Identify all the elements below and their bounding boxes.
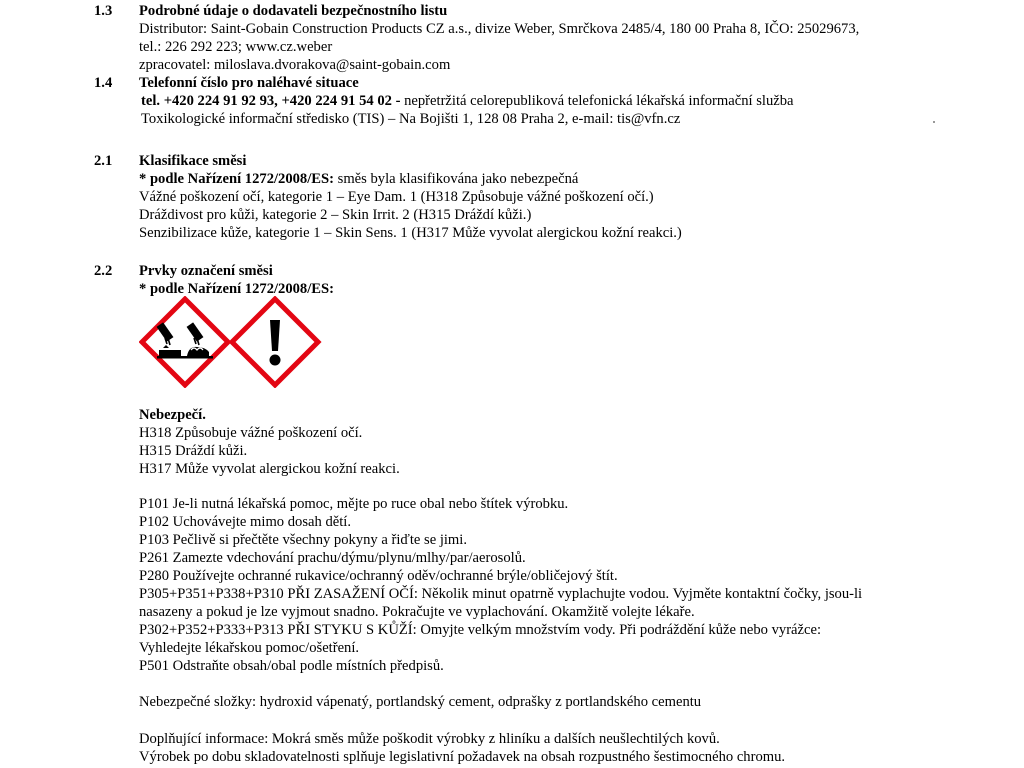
classification-line: Dráždivost pro kůži, kategorie 2 – Skin Irrit. 2 (H315 Dráždí kůži.) xyxy=(139,207,532,223)
pictogram-row xyxy=(139,296,329,388)
emergency-phone-desc: nepřetržitá celorepubliková telefonická lékařská informační služba xyxy=(400,93,794,109)
ghs-pictograms xyxy=(139,296,329,386)
section-title: Telefonní číslo pro naléhavé situace xyxy=(139,75,359,91)
p-statement: P103 Pečlivě si přečtěte všechny pokyny a řiďte se jimi. xyxy=(139,532,467,548)
classification-line: Senzibilizace kůže, kategorie 1 – Skin Sens. 1 (H317 Může vyvolat alergickou kožní reakci.) xyxy=(139,225,682,241)
section-body xyxy=(139,152,944,242)
section-body xyxy=(139,74,944,128)
regulation-label: * podle Nařízení 1272/2008/ES: xyxy=(139,171,334,187)
h-statement: H318 Způsobuje vážné poškození očí. xyxy=(139,425,363,441)
p-statement: P305+P351+P338+P310 PŘI ZASAŽENÍ OČÍ: Několik minut opatrně vyplachujte vodou. Vyjměte kontaktní čočky, jsou-li xyxy=(139,586,863,602)
section-number: 2.2 xyxy=(94,263,113,279)
exclamation-pictogram-icon xyxy=(232,299,318,385)
regulation-label: * podle Nařízení 1272/2008/ES: xyxy=(139,281,334,297)
section-title: Klasifikace směsi xyxy=(139,153,247,169)
tis-line: Toxikologické informační středisko (TIS) – Na Bojišti 1, 128 08 Praha 2, e-mail: tis@vfn.cz xyxy=(141,111,681,127)
p-statement: P102 Uchovávejte mimo dosah dětí. xyxy=(139,514,351,530)
stray-dot xyxy=(933,121,935,123)
processor-email-line: zpracovatel: miloslava.dvorakova@saint-gobain.com xyxy=(139,57,451,73)
h-statement: H315 Dráždí kůži. xyxy=(139,443,248,459)
p-statement: P261 Zamezte vdechování prachu/dýmu/plynu/mlhy/par/aerosolů. xyxy=(139,550,526,566)
p-statement-continued: Vyhledejte lékařskou pomoc/ošetření. xyxy=(139,640,360,656)
emergency-phone-numbers: tel. +420 224 91 92 93, +420 224 91 54 02 - xyxy=(141,93,401,109)
section-body xyxy=(139,262,944,298)
regulation-result: směs byla klasifikována jako nebezpečná xyxy=(334,171,579,187)
section-number: 1.3 xyxy=(94,3,113,19)
section-number: 2.1 xyxy=(94,153,113,169)
section-body xyxy=(139,2,944,74)
p-statement: P501 Odstraňte obsah/obal podle místních předpisů. xyxy=(139,658,444,674)
h-statement: H317 Může vyvolat alergickou kožní reakci. xyxy=(139,461,400,477)
section-title: Prvky označení směsi xyxy=(139,263,273,279)
corrosion-pictogram-icon xyxy=(142,299,228,385)
additional-info-line: Výrobek po dobu skladovatelnosti splňuje legislativní požadavek na obsah rozpustného šestimocného chromu. xyxy=(139,749,786,765)
p-statement: P101 Je-li nutná lékařská pomoc, mějte po ruce obal nebo štítek výrobku. xyxy=(139,496,569,512)
phone-web-line: tel.: 226 292 223; www.cz.weber xyxy=(139,39,333,55)
regulation-line xyxy=(139,170,944,188)
p-statement: P302+P352+P333+P313 PŘI STYKU S KŮŽÍ: Omyjte velkým množstvím vody. Při podráždění kůže nebo vyrážce: xyxy=(139,622,822,638)
section-number: 1.4 xyxy=(94,75,113,91)
p-statement-continued: nasazeny a pokud je lze vyjmout snadno. Pokračujte ve vyplachování. Okamžitě volejte lékaře. xyxy=(139,604,695,620)
section-title: Podrobné údaje o dodavateli bezpečnostního listu xyxy=(139,3,448,19)
signal-word: Nebezpečí. xyxy=(139,407,206,423)
additional-info-line: Doplňující informace: Mokrá směs může poškodit výrobky z hliníku a dalších neušlechtilých kovů. xyxy=(139,731,720,747)
distributor-line: Distributor: Saint-Gobain Construction Products CZ a.s., divize Weber, Smrčkova 2485/4, 180 00 Praha 8, IČO: 25029673, xyxy=(139,21,860,37)
hazardous-components-line: Nebezpečné složky: hydroxid vápenatý, portlandský cement, odprašky z portlandského cementu xyxy=(139,694,702,710)
emergency-phone-line xyxy=(139,92,944,110)
p-statement: P280 Používejte ochranné rukavice/ochranný oděv/ochranné brýle/obličejový štít. xyxy=(139,568,618,584)
classification-line: Vážné poškození očí, kategorie 1 – Eye Dam. 1 (H318 Způsobuje vážné poškození očí.) xyxy=(139,189,654,205)
